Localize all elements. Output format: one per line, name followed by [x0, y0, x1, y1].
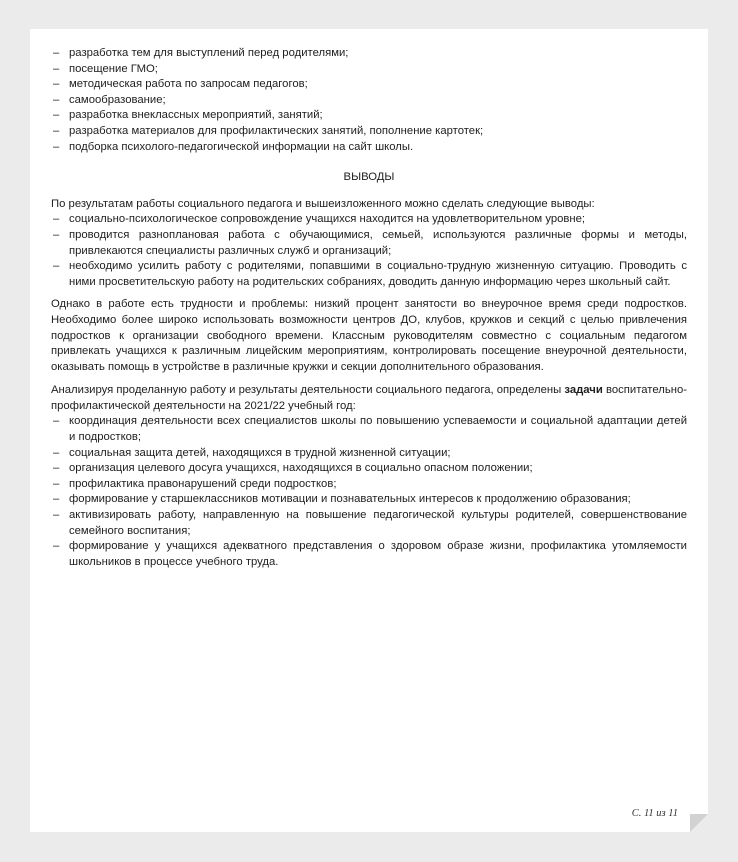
- list-item: – координация деятельности всех специалистов школы по повышению успеваемости и социальной адаптации детей и подростков;: [51, 414, 687, 445]
- list-item: – профилактика правонарушений среди подростков;: [51, 477, 687, 493]
- problems-paragraph: Однако в работе есть трудности и проблемы: низкий процент занятости во внеурочное время среди подростков. Необходимо более широко использовать возможности центров ДО, клубов, кружков и секций с целью привлечения подростков к организации свободного времени. Классным руководителям совместно с социальным педагогом привлекать учащихся к различным лицейским мероприятиям, контролировать посещение внеурочной деятельности, оказывать помощь в устройстве в различные кружки и секции дополнительного образования.: [51, 298, 687, 373]
- tasks-intro: [51, 383, 687, 414]
- page-number: С. 11 из 11: [631, 808, 678, 820]
- top-list: [51, 46, 687, 155]
- list-item: – формирование у старшеклассников мотивации и познавательных интересов к продолжению образования;: [51, 492, 687, 508]
- tasks-intro-text-end: воспитательно-профилактической деятельности на 2021/22 учебный год:: [51, 384, 687, 412]
- list-item: – формирование у учащихся адекватного представления о здоровом образе жизни, профилактика утомляемости школьников в процессе учебного труда.: [51, 539, 687, 570]
- conclusions-heading: ВЫВОДЫ: [343, 171, 395, 184]
- list-item: – подборка психолого-педагогической информации на сайт школы.: [51, 140, 687, 156]
- list-item: – разработка материалов для профилактических занятий, пополнение картотек;: [51, 124, 687, 140]
- list-item: – активизировать работу, направленную на повышение педагогической культуры родителей, совершенствование семейного воспитания;: [51, 508, 687, 539]
- list-item: – необходимо усилить работу с родителями, попавшими в социально-трудную жизненную ситуацию. Проводить с ними просветительскую работу на родительских собраниях, доводить данную информацию через школьный сайт.: [51, 259, 687, 290]
- list-item: – разработка внеклассных мероприятий, занятий;: [51, 108, 687, 124]
- tasks-list: [51, 414, 687, 570]
- list-item: – проводится разноплановая работа с обучающимися, семьей, используются различные формы и методы, привлекаются специалисты различных служб и организаций;: [51, 228, 687, 259]
- list-item: – социальная защита детей, находящихся в трудной жизненной ситуации;: [51, 446, 687, 462]
- list-item: – методическая работа по запросам педагогов;: [51, 77, 687, 93]
- tasks-keyword: задачи: [564, 384, 603, 397]
- list-item: – самообразование;: [51, 93, 687, 109]
- conclusions-list: [51, 212, 687, 290]
- conclusions-intro: По результатам работы социального педагога и вышеизложенного можно сделать следующие выводы:: [51, 197, 595, 210]
- tasks-intro-text: Анализируя проделанную работу и результаты деятельности социального педагога, определены: [51, 384, 565, 397]
- document-page: [30, 29, 708, 832]
- list-item: – организация целевого досуга учащихся, находящихся в социально опасном положении;: [51, 461, 687, 477]
- list-item: – посещение ГМО;: [51, 62, 687, 78]
- list-item: – разработка тем для выступлений перед родителями;: [51, 46, 687, 62]
- list-item: – социально-психологическое сопровождение учащихся находится на удовлетворительном уровне;: [51, 212, 687, 228]
